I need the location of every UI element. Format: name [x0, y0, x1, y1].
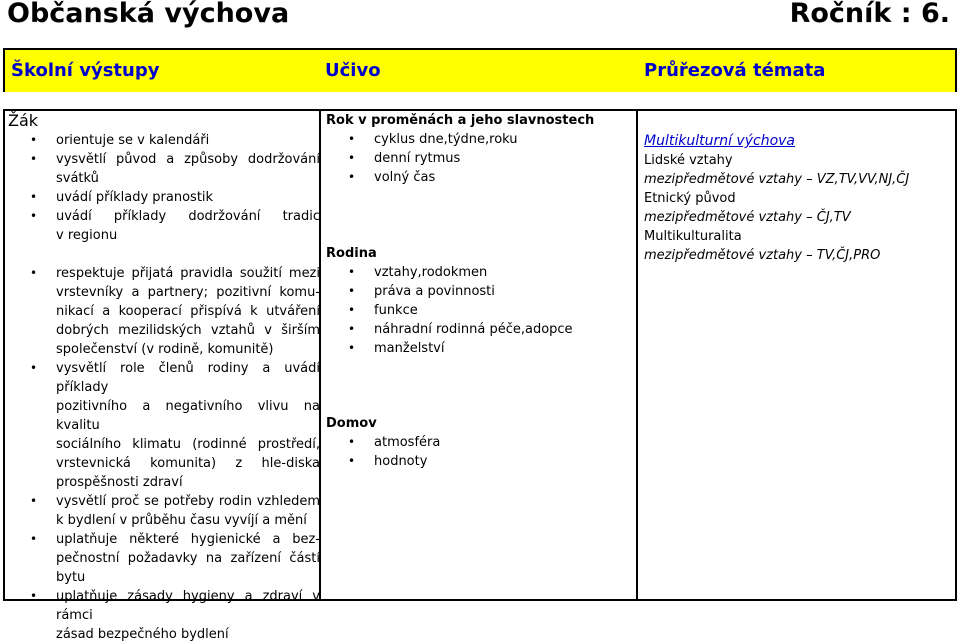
- outcome-line: zásad bezpečného bydlení: [56, 627, 229, 642]
- outcome-line: vysvětlí původ a způsoby dodržování: [56, 152, 320, 167]
- outcome-line: prospěšnosti zdraví: [56, 475, 183, 490]
- outcome-item: [8, 359, 320, 492]
- curriculum-item-label: atmosféra: [374, 435, 441, 450]
- curriculum-item-label: práva a povinnosti: [374, 284, 495, 299]
- bullet-icon: •: [30, 152, 38, 166]
- curriculum-item: [326, 433, 626, 452]
- curriculum-item-label: volný čas: [374, 170, 436, 185]
- outcome-item: [8, 188, 320, 207]
- section-title: Domov: [326, 416, 377, 431]
- curriculum-list: [326, 433, 626, 471]
- curriculum-item-label: hodnoty: [374, 454, 428, 469]
- grade-label: Ročník : 6.: [789, 0, 950, 29]
- curriculum-item: [326, 339, 626, 358]
- theme-entry-name: Multikulturalita: [644, 229, 742, 244]
- outcome-line: uplatňuje zásady hygieny a zdraví v rámci: [56, 589, 320, 623]
- bullet-icon: •: [30, 266, 38, 280]
- curriculum-item-label: manželství: [374, 341, 445, 356]
- outcome-line: orientuje se v kalendáři: [56, 133, 210, 148]
- outcome-line: uvádí příklady pranostik: [56, 190, 214, 205]
- curriculum-item: [326, 130, 626, 149]
- curriculum-item-label: vztahy,rodokmen: [374, 265, 488, 280]
- outcomes-lead: Žák: [8, 111, 39, 130]
- theme-entry-relation: mezipředmětové vztahy – TV,ČJ,PRO: [644, 248, 881, 263]
- bullet-icon: •: [30, 494, 38, 508]
- curriculum-item: [326, 282, 626, 301]
- spacer: [8, 245, 320, 264]
- outcome-line: vrstevníky a partnery; pozitivní komu-: [56, 285, 320, 300]
- bullet-icon: •: [348, 341, 356, 355]
- header-curriculum: Učivo: [325, 60, 381, 81]
- outcome-line: sociálního klimatu (rodinné prostředí,: [56, 437, 320, 452]
- bullet-icon: •: [348, 454, 356, 468]
- curriculum-item-label: náhradní rodinná péče,adopce: [374, 322, 573, 337]
- outcome-line: uvádí příklady dodržování tradic: [56, 209, 320, 224]
- outcome-item: [8, 587, 320, 644]
- theme-entry-relation: mezipředmětové vztahy – ČJ,TV: [644, 210, 851, 225]
- outcome-line: společenství (v rodině, komunitě): [56, 342, 274, 357]
- outcome-line: respektuje přijatá pravidla soužití mezi: [56, 266, 320, 281]
- theme-entry-relation: mezipředmětové vztahy – VZ,TV,VV,NJ,ČJ: [644, 172, 910, 187]
- curriculum-item: [326, 320, 626, 339]
- curriculum-item-label: funkce: [374, 303, 418, 318]
- outcome-item: [8, 492, 320, 530]
- curriculum-item-label: denní rytmus: [374, 151, 461, 166]
- bullet-icon: •: [348, 284, 356, 298]
- outcome-line: vysvětlí role členů rodiny a uvádí příklady: [56, 361, 320, 395]
- bullet-icon: •: [30, 133, 38, 147]
- outcome-line: dobrých mezilidských vztahů v širším: [56, 323, 320, 338]
- bullet-icon: •: [30, 190, 38, 204]
- outcome-line: vysvětlí proč se potřeby rodin vzhledem: [56, 494, 320, 509]
- curriculum-item: [326, 263, 626, 282]
- section-title: Rok v proměnách a jeho slavnostech: [326, 113, 595, 128]
- outcome-line: bytu: [56, 570, 86, 585]
- theme-entry-name: Lidské vztahy: [644, 153, 733, 168]
- theme-title: Multikulturní výchova: [644, 133, 795, 149]
- outcome-item: [8, 264, 320, 359]
- curriculum-list: [326, 263, 626, 358]
- bullet-icon: •: [348, 265, 356, 279]
- bullet-icon: •: [348, 435, 356, 449]
- curriculum-item: [326, 149, 626, 168]
- outcomes-list-2: [8, 264, 320, 644]
- outcome-line: pozitivního a negativního vlivu na kvalitu: [56, 399, 320, 433]
- curriculum-item: [326, 168, 626, 187]
- curriculum-item: [326, 301, 626, 320]
- outcome-line: v regionu: [56, 228, 118, 243]
- outcome-line: nikací a kooperací přispívá k utváření: [56, 304, 320, 319]
- bullet-icon: •: [348, 151, 356, 165]
- bullet-icon: •: [348, 322, 356, 336]
- table-header: [3, 48, 957, 92]
- bullet-icon: •: [348, 132, 356, 146]
- outcome-item: [8, 530, 320, 587]
- outcomes-column: [8, 111, 320, 644]
- bullet-icon: •: [30, 209, 38, 223]
- outcome-item: [8, 131, 320, 150]
- outcome-line: pečnostní požadavky na zařízení částí: [56, 551, 320, 566]
- section-title: Rodina: [326, 246, 377, 261]
- outcome-line: svátků: [56, 171, 99, 186]
- header-themes: Průřezová témata: [644, 60, 826, 81]
- curriculum-section: [326, 244, 626, 358]
- curriculum-item-label: cyklus dne,týdne,roku: [374, 132, 518, 147]
- bullet-icon: •: [30, 532, 38, 546]
- bullet-icon: •: [348, 170, 356, 184]
- header-outcomes: Školní výstupy: [11, 60, 160, 81]
- bullet-icon: •: [30, 589, 38, 603]
- title-row: [0, 0, 960, 30]
- outcome-line: uplatňuje některé hygienické a bez-: [56, 532, 320, 547]
- curriculum-section: [326, 111, 626, 187]
- outcome-line: k bydlení v průběhu času vyvíjí a mění: [56, 513, 307, 528]
- outcome-item: [8, 207, 320, 245]
- bullet-icon: •: [348, 303, 356, 317]
- curriculum-item: [326, 452, 626, 471]
- outcomes-list-1: [8, 131, 320, 245]
- theme-entry-name: Etnický původ: [644, 191, 736, 206]
- page-title: Občanská výchova: [7, 0, 290, 29]
- curriculum-section: [326, 414, 626, 471]
- curriculum-list: [326, 130, 626, 187]
- outcome-item: [8, 150, 320, 188]
- theme-entries: [644, 151, 954, 265]
- column-divider: [636, 109, 638, 601]
- outcome-line: vrstevnická komunita) z hle-diska: [56, 456, 320, 471]
- bullet-icon: •: [30, 361, 38, 375]
- curriculum-column: [326, 111, 626, 471]
- themes-column: [644, 131, 954, 265]
